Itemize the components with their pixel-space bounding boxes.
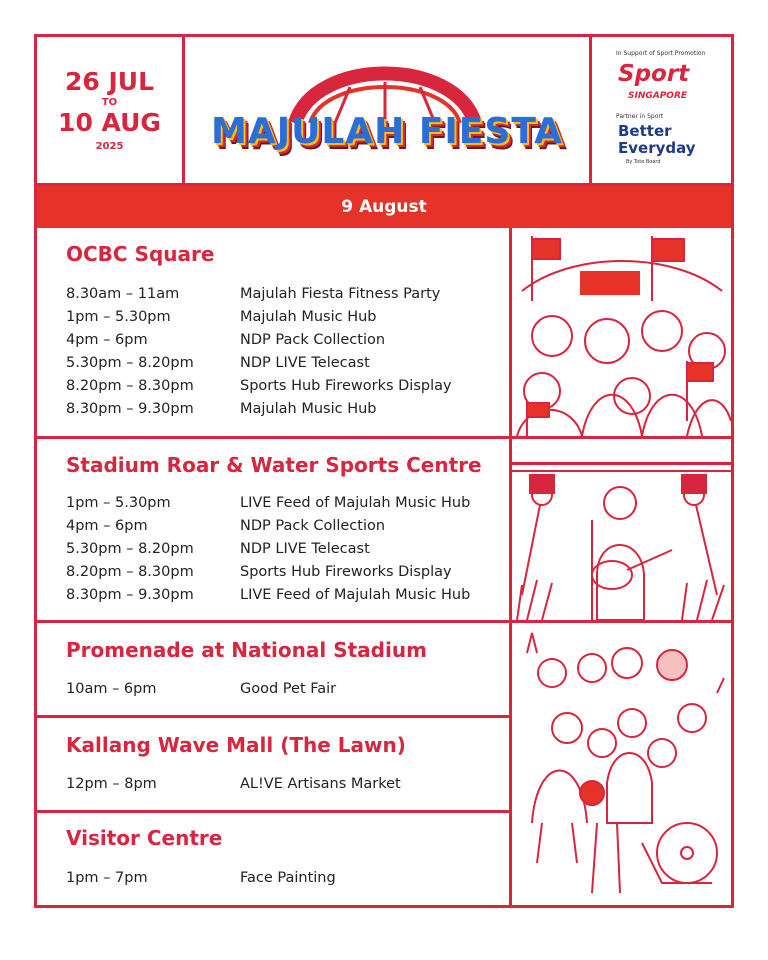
tote-board-label: By Tote Board xyxy=(626,159,661,165)
section-divider xyxy=(37,436,731,439)
schedule-row: 1pm – 5.30pm LIVE Feed of Majulah Music Hub xyxy=(66,495,471,511)
partner-label: Partner in Sport xyxy=(616,113,664,120)
venue-title: OCBC Square xyxy=(66,242,215,266)
section-divider xyxy=(37,810,509,813)
sponsor-panel xyxy=(592,37,731,183)
better-everyday-logo xyxy=(618,123,696,157)
schedule-row: 4pm – 6pm NDP Pack Collection xyxy=(66,518,386,534)
date-end: 10 AUG xyxy=(58,107,161,137)
sport-singapore-logo: Sport xyxy=(618,61,690,87)
venue-title: Visitor Centre xyxy=(66,826,223,850)
date-start: 26 JUL xyxy=(64,66,155,96)
schedule-row: 8.30pm – 9.30pm LIVE Feed of Majulah Music Hub xyxy=(66,587,471,603)
venue-title: Stadium Roar & Water Sports Centre xyxy=(66,453,482,477)
stadium-arch-icon xyxy=(185,37,589,183)
singer-illustration xyxy=(512,465,731,620)
crowd-flags-illustration xyxy=(512,231,731,436)
everyday-text: Everyday xyxy=(618,139,696,157)
schedule-row: 10am – 6pm Good Pet Fair xyxy=(66,681,337,697)
schedule-row: 8.30am – 11am Majulah Fiesta Fitness Party xyxy=(66,286,441,302)
schedule-row: 4pm – 6pm NDP Pack Collection xyxy=(66,332,386,348)
schedule-row: 1pm – 7pm Face Painting xyxy=(66,870,336,886)
schedule-row: 8.20pm – 8.30pm Sports Hub Fireworks Display xyxy=(66,378,452,394)
date-to: TO xyxy=(101,96,118,108)
schedule-row: 8.30pm – 9.30pm Majulah Music Hub xyxy=(66,401,377,417)
date-banner: 9 August xyxy=(37,186,731,228)
section-divider xyxy=(37,715,509,718)
schedule-row: 12pm – 8pm AL!VE Artisans Market xyxy=(66,776,401,792)
date-year: 2025 xyxy=(95,140,124,152)
schedule-row: 5.30pm – 8.20pm NDP LIVE Telecast xyxy=(66,541,370,557)
diverse-group-illustration xyxy=(512,623,731,905)
schedule-row: 1pm – 5.30pm Majulah Music Hub xyxy=(66,309,377,325)
sport-singapore-sub: SINGAPORE xyxy=(628,91,688,101)
venue-title: Promenade at National Stadium xyxy=(66,638,427,662)
schedule-row: 8.20pm – 8.30pm Sports Hub Fireworks Display xyxy=(66,564,452,580)
venue-title: Kallang Wave Mall (The Lawn) xyxy=(66,733,406,757)
date-range xyxy=(37,37,182,183)
logo-wordmark: MAJULAH FIESTA xyxy=(211,111,563,152)
better-text: Better xyxy=(618,122,672,140)
majulah-fiesta-logo xyxy=(185,37,589,183)
sponsor-support-label: In Support of Sport Promotion xyxy=(616,50,706,57)
schedule-row: 5.30pm – 8.20pm NDP LIVE Telecast xyxy=(66,355,370,371)
